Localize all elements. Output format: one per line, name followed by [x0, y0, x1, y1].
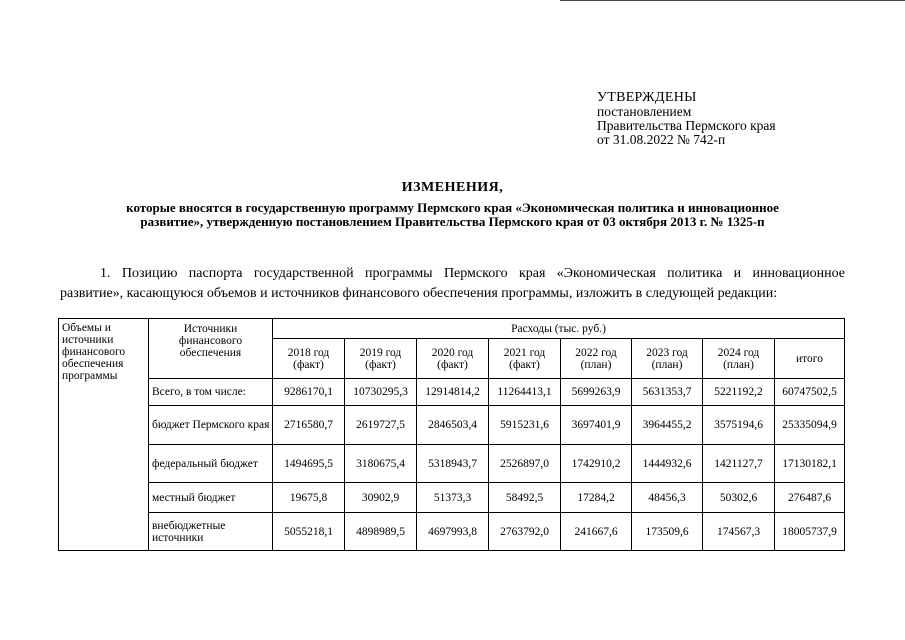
approval-line: Правительства Пермского края — [597, 118, 776, 133]
sources-header: Источники финансового обеспечения — [149, 319, 273, 379]
year-header: 2018 год (факт) — [273, 339, 345, 379]
value-cell: 12914814,2 — [417, 379, 489, 406]
year-header: 2022 год (план) — [561, 339, 632, 379]
value-cell: 1742910,2 — [561, 445, 632, 483]
value-cell: 2846503,4 — [417, 406, 489, 445]
value-cell: 5221192,2 — [703, 379, 775, 406]
paragraph-line: 1. Позицию паспорта государственной программы Пермского края «Экономическая политика и инновационное — [100, 266, 845, 281]
year-header: 2023 год (план) — [632, 339, 703, 379]
value-cell: 5055218,1 — [273, 513, 345, 551]
value-cell: 11264413,1 — [489, 379, 561, 406]
value-cell: 2716580,7 — [273, 406, 345, 445]
value-cell: 2763792,0 — [489, 513, 561, 551]
value-cell: 4898989,5 — [345, 513, 417, 551]
value-cell: 3180675,4 — [345, 445, 417, 483]
value-cell: 3575194,6 — [703, 406, 775, 445]
table-row-label: Объемы и источники финансового обеспечения программы — [59, 319, 149, 551]
total-cell: 18005737,9 — [775, 513, 845, 551]
value-cell: 10730295,3 — [345, 379, 417, 406]
value-cell: 2526897,0 — [489, 445, 561, 483]
source-cell: бюджет Пермского края — [149, 406, 273, 445]
approval-line: постановлением — [597, 104, 692, 119]
document-subtitle — [60, 201, 845, 229]
value-cell: 4697993,8 — [417, 513, 489, 551]
table-row — [59, 445, 845, 483]
paragraph — [60, 264, 845, 304]
source-cell: внебюджетные источники — [149, 513, 273, 551]
value-cell: 1444932,6 — [632, 445, 703, 483]
subtitle-line: развитие», утвержденную постановлением Правительства Пермского края от 03 октября 2013 г. № 1325-п — [140, 214, 765, 229]
value-cell: 2619727,5 — [345, 406, 417, 445]
value-cell: 48456,3 — [632, 483, 703, 513]
document-title: ИЗМЕНЕНИЯ, — [401, 180, 504, 195]
total-header: итого — [775, 339, 845, 379]
total-cell: 60747502,5 — [775, 379, 845, 406]
approval-heading: УТВЕРЖДЕНЫ — [597, 90, 697, 105]
top-rule — [560, 0, 905, 1]
year-header: 2019 год (факт) — [345, 339, 417, 379]
year-header: 2021 год (факт) — [489, 339, 561, 379]
source-cell: федеральный бюджет — [149, 445, 273, 483]
value-cell: 58492,5 — [489, 483, 561, 513]
approval-stamp — [597, 91, 776, 147]
value-cell: 9286170,1 — [273, 379, 345, 406]
value-cell: 50302,6 — [703, 483, 775, 513]
table-row — [59, 406, 845, 445]
subtitle-line: которые вносятся в государственную программу Пермского края «Экономическая политика и инновационное — [126, 200, 779, 215]
value-cell: 5915231,6 — [489, 406, 561, 445]
total-cell: 17130182,1 — [775, 445, 845, 483]
value-cell: 241667,6 — [561, 513, 632, 551]
value-cell: 3697401,9 — [561, 406, 632, 445]
paragraph-line: развитие», касающуюся объемов и источников финансового обеспечения программы, изложить в следующей редакции: — [60, 286, 778, 301]
value-cell: 5631353,7 — [632, 379, 703, 406]
value-cell: 17284,2 — [561, 483, 632, 513]
expenses-header: Расходы (тыс. руб.) — [273, 319, 845, 339]
value-cell: 1421127,7 — [703, 445, 775, 483]
value-cell: 30902,9 — [345, 483, 417, 513]
approval-date: от 31.08.2022 № 742-п — [597, 132, 726, 147]
total-cell: 25335094,9 — [775, 406, 845, 445]
source-cell: местный бюджет — [149, 483, 273, 513]
value-cell: 5318943,7 — [417, 445, 489, 483]
value-cell: 19675,8 — [273, 483, 345, 513]
value-cell: 5699263,9 — [561, 379, 632, 406]
total-cell: 276487,6 — [775, 483, 845, 513]
value-cell: 1494695,5 — [273, 445, 345, 483]
value-cell: 3964455,2 — [632, 406, 703, 445]
year-header: 2024 год (план) — [703, 339, 775, 379]
value-cell: 173509,6 — [632, 513, 703, 551]
financing-table — [58, 318, 845, 551]
source-cell: Всего, в том числе: — [149, 379, 273, 406]
value-cell: 51373,3 — [417, 483, 489, 513]
year-header: 2020 год (факт) — [417, 339, 489, 379]
value-cell: 174567,3 — [703, 513, 775, 551]
table-row — [59, 513, 845, 551]
table-row — [59, 379, 845, 406]
table-row — [59, 483, 845, 513]
